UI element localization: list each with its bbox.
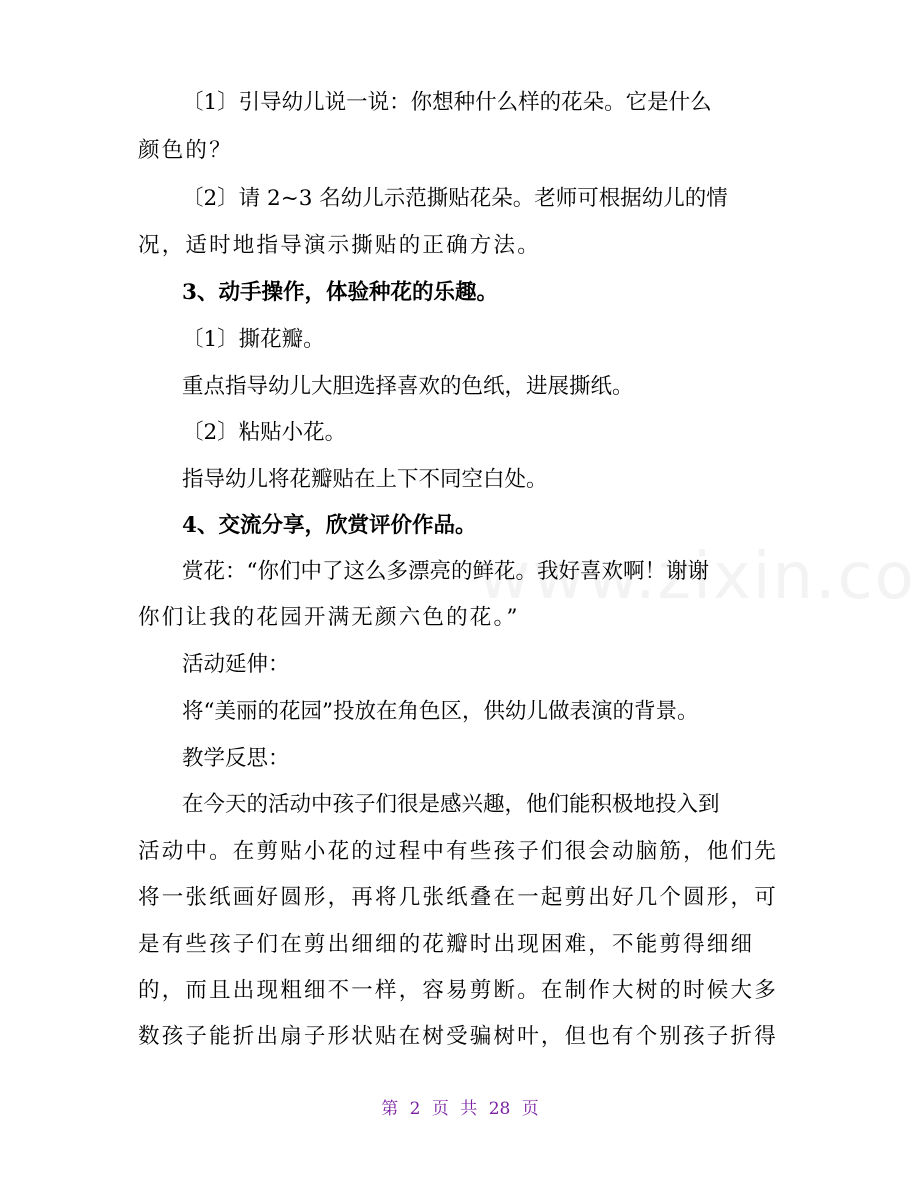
paragraph-line: 〔1〕引导幼儿说一说：你想种什么样的花朵。它是什么 <box>182 90 712 115</box>
paragraph-line: 活动中。在剪贴小花的过程中有些孩子们很会动脑筋，他们先 <box>138 839 778 864</box>
paragraph-line: 将一张纸画好圆形，再将几张纸叠在一起剪出好几个圆形，可 <box>138 885 778 910</box>
paragraph-line: 〔1〕撕花瓣。 <box>182 327 325 352</box>
paragraph-line: 〔2〕粘贴小花。 <box>182 420 347 445</box>
paragraph-line: 〔2〕请 2~3 名幼儿示范撕贴花朵。老师可根据幼儿的情 <box>182 186 728 211</box>
paragraph-line: 活动延伸： <box>182 652 290 677</box>
paragraph-line: 将“美丽的花园”投放在角色区，供幼儿做表演的背景。 <box>182 699 699 724</box>
page-number-footer: 第 2 页 共 28 页 <box>381 1099 539 1119</box>
watermark <box>478 540 920 614</box>
paragraph-line: 数孩子能折出扇子形状贴在树受骗树叶，但也有个别孩子折得 <box>138 1024 778 1049</box>
paragraph-line: 的，而且出现粗细不一样，容易剪断。在制作大树的时候大多 <box>138 978 778 1003</box>
paragraph-line: 在今天的活动中孩子们很是感兴趣，他们能积极地投入到 <box>182 792 720 817</box>
paragraph-line: 你们让我的花园开满无颜六色的花。” <box>138 605 520 630</box>
paragraph-line: 教学反思： <box>182 746 290 771</box>
paragraph-line: 颜色的？ <box>138 138 233 163</box>
paragraph-line: 指导幼儿将花瓣贴在上下不同空白处。 <box>182 467 548 492</box>
section-heading: 3、动手操作，体验种花的乐趣。 <box>182 280 498 305</box>
paragraph-line: 况，适时地指导演示撕贴的正确方法。 <box>138 233 541 258</box>
paragraph-line: 赏花：“你们中了这么多漂亮的鲜花。我好喜欢啊！谢谢 <box>182 559 709 584</box>
paragraph-line: 是有些孩子们在剪出细细的花瓣时出现困难，不能剪得细细 <box>138 932 755 957</box>
paragraph-line: 重点指导幼儿大胆选择喜欢的色纸，进展撕纸。 <box>182 374 634 399</box>
section-heading: 4、交流分享，欣赏评价作品。 <box>182 513 477 538</box>
